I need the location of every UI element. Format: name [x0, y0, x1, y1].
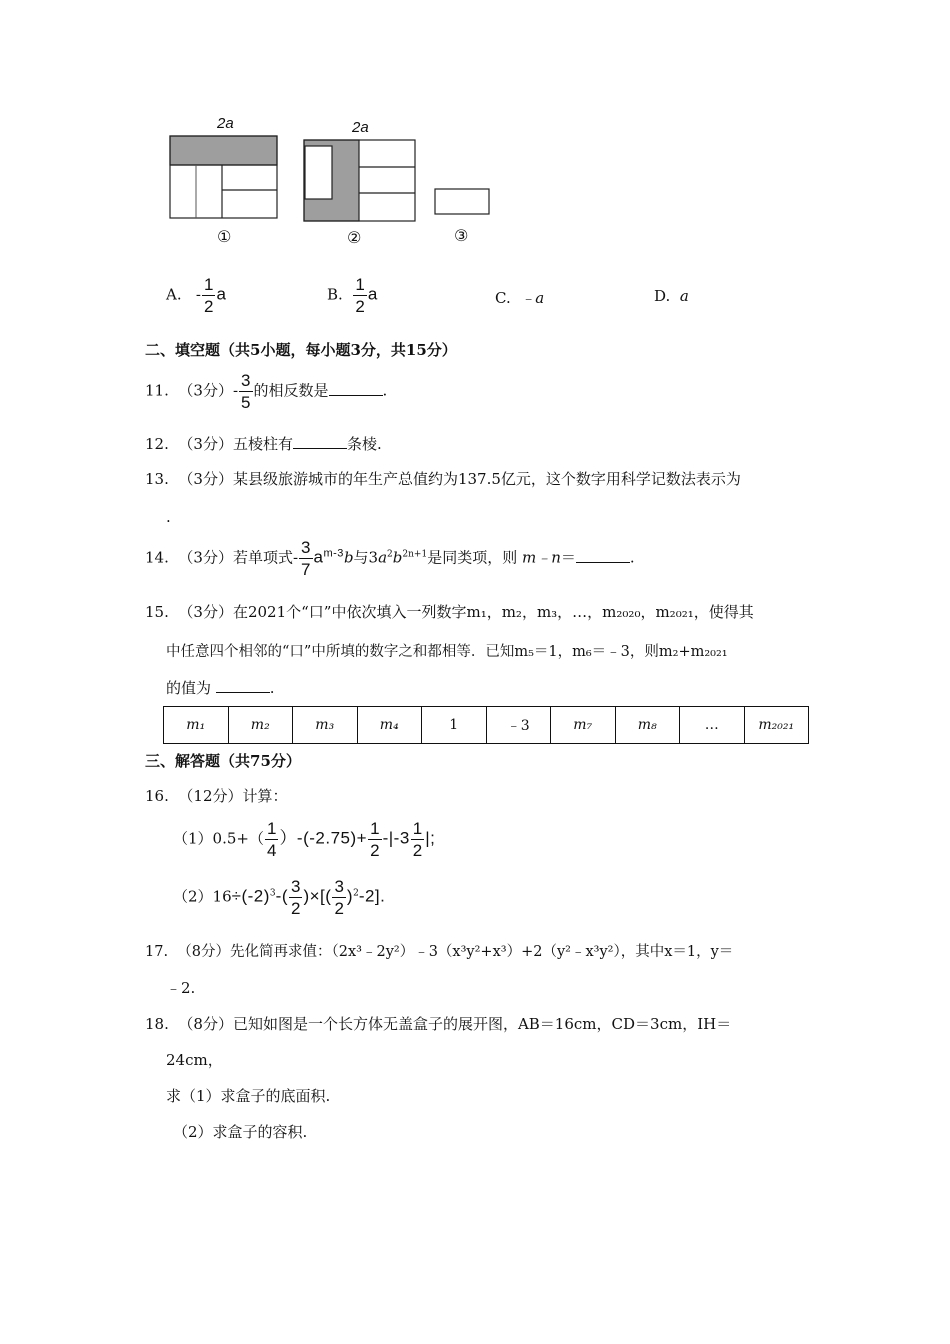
figure1-caption: ①	[217, 227, 232, 246]
figure2-caption: ②	[347, 228, 362, 247]
table-cell: m₈	[615, 707, 680, 744]
figure3-caption: ③	[454, 226, 469, 245]
question-12: 12. （3分）五棱柱有 条棱.	[145, 435, 382, 453]
table-cell: ﹣3	[486, 707, 551, 744]
table-cell: m₂	[228, 707, 293, 744]
figure2-width-label: 2a	[352, 119, 369, 136]
question-13-line2: .	[166, 508, 171, 526]
question-18: 18. （8分）已知如图是一个长方体无盖盒子的展开图，AB＝16cm，CD＝3cm，IH＝	[145, 1015, 732, 1033]
figure2-white-rect	[305, 146, 332, 199]
figure1-shaded-strip	[170, 136, 277, 165]
question-18-line3: 求（1）求盒子的底面积.	[166, 1087, 331, 1105]
option-b: B. $\frac{1}{2}$ a	[327, 275, 378, 316]
table-cell: m₃	[293, 707, 358, 744]
question-16: 16. （12分）计算：	[145, 787, 288, 805]
question-16-part2: $(2)16\div(-2)^3-$( $\frac{3}{2}$ )×[( $\frac{3}{2}$ )$^2$-2].	[173, 877, 386, 918]
table-cell: m₇	[551, 707, 616, 744]
question-14: 14. （3分）若单项式- $\frac{3}{7}$ $a^{m-3}b$与$3a^2b^{2n+1}$是同类项，则 m﹣n＝ .	[145, 538, 635, 579]
option-c: C. ﹣a	[495, 289, 545, 307]
question-17: 17. （8分）先化简再求值：（2x³﹣2y²）﹣3（x³y²+x³）+2（y²﹣x³y²），其中x＝1，y＝	[145, 944, 734, 960]
table-cell: …	[680, 707, 745, 744]
option-a: A. - $\frac{1}{2}$ a	[166, 275, 227, 316]
section3-title: 三、解答题（共75分）	[145, 752, 301, 770]
question-15-line3: 的值为 .	[166, 679, 275, 697]
table-cell: m₁	[164, 707, 229, 744]
option-d: D. a	[654, 287, 689, 305]
question-15: 15. （3分）在2021个“口”中依次填入一列数字m₁，m₂，m₃，…，m₂₀₂₀，m₂₀₂₁，使得其	[145, 603, 754, 621]
table-cell: 1	[422, 707, 487, 744]
figure3-rect	[435, 189, 489, 214]
question-18-line4: （2）求盒子的容积.	[173, 1123, 308, 1141]
question-17-line2: ﹣2.	[166, 979, 196, 997]
table-row	[164, 707, 809, 744]
question-13: 13. （3分）某县级旅游城市的年生产总值约为137.5亿元，这个数字用科学记数法表示为	[145, 470, 741, 488]
sequence-table	[163, 706, 809, 744]
table-cell: m₂₀₂₁	[744, 707, 809, 744]
table-cell: m₄	[357, 707, 422, 744]
figure1-width-label: 2a	[217, 115, 234, 132]
question-16-part1: （1）0.5+（ $\frac{1}{4}$ ）-(-2.75)+ $\frac{1}{2}$ -|-3 $\frac{1}{2}$ |;	[173, 819, 436, 860]
section2-title: 二、填空题（共5小题，每小题3分，共15分）	[145, 341, 457, 359]
question-18-line2: 24cm，	[166, 1051, 223, 1069]
question-15-line2: 中任意四个相邻的“口”中所填的数字之和都相等．已知m₅＝1，m₆＝﹣3，则m₂+m₂₀₂₁	[166, 644, 728, 660]
question-11: 11. （3分）- $\frac{3}{5}$ 的相反数是 .	[145, 371, 388, 412]
